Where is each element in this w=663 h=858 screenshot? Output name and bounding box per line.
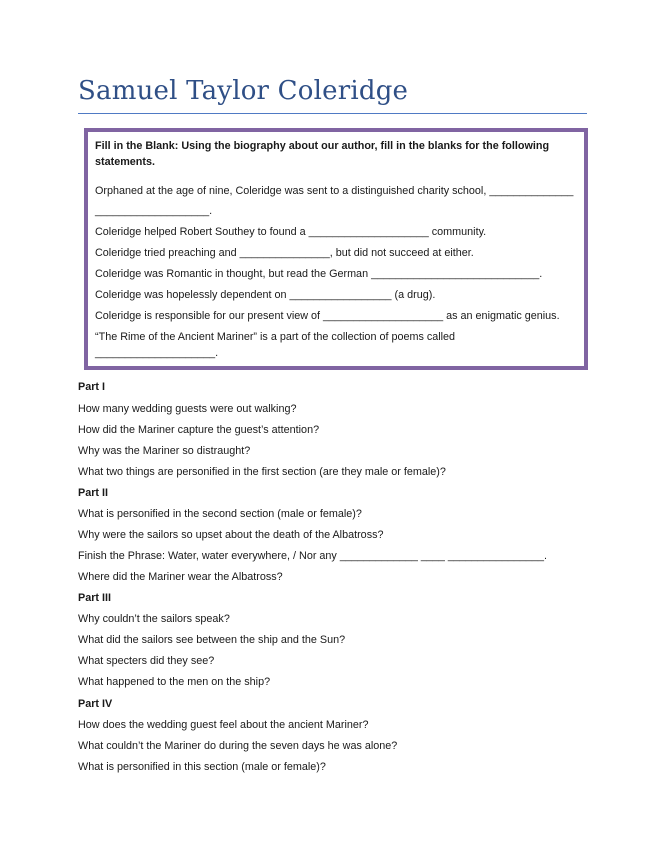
fill-in-item: “The Rime of the Ancient Mariner” is a part of the collection of poems called — [95, 331, 456, 343]
question: Why was the Mariner so distraught? — [78, 445, 251, 457]
question: What is personified in the second section (male or female)? — [78, 508, 362, 520]
question: Finish the Phrase: Water, water everywhere, / Nor any _____________ ____ ________________. — [78, 550, 547, 562]
fill-in-item: Coleridge was hopelessly dependent on _________________ (a drug). — [95, 289, 436, 301]
fill-in-instructions: Fill in the Blank: Using the biography about our author, fill in the blanks for the following — [95, 140, 550, 152]
part-heading: Part III — [78, 592, 112, 604]
question: What couldn’t the Mariner do during the seven days he was alone? — [78, 740, 398, 752]
question: How did the Mariner capture the guest’s attention? — [78, 424, 320, 436]
fill-in-item: Coleridge tried preaching and _______________, but did not succeed at either. — [95, 247, 474, 259]
question: What is personified in this section (male or female)? — [78, 761, 326, 773]
fill-in-item: Coleridge was Romantic in thought, but read the German ____________________________. — [95, 268, 543, 280]
question: How many wedding guests were out walking? — [78, 403, 297, 415]
page-title: Samuel Taylor Coleridge — [78, 76, 409, 106]
title-underline — [78, 113, 587, 114]
question: Why couldn’t the sailors speak? — [78, 613, 230, 625]
question: Why were the sailors so upset about the death of the Albatross? — [78, 529, 384, 541]
fill-in-item: Coleridge is responsible for our present view of ____________________ as an enigmatic genius. — [95, 310, 560, 322]
question: What did the sailors see between the ship and the Sun? — [78, 634, 346, 646]
fill-in-item: Coleridge helped Robert Southey to found a ____________________ community. — [95, 226, 487, 238]
fill-in-instructions: statements. — [95, 156, 156, 168]
question: What two things are personified in the first section (are they male or female)? — [78, 466, 446, 478]
fill-in-item: ___________________. — [95, 205, 213, 217]
fill-in-item: Orphaned at the age of nine, Coleridge was sent to a distinguished charity school, ______________ — [95, 185, 574, 197]
part-heading: Part IV — [78, 698, 113, 710]
question: What specters did they see? — [78, 655, 215, 667]
question: Where did the Mariner wear the Albatross? — [78, 571, 283, 583]
part-heading: Part II — [78, 487, 109, 499]
question: What happened to the men on the ship? — [78, 676, 271, 688]
question: How does the wedding guest feel about the ancient Mariner? — [78, 719, 369, 731]
fill-in-item: ____________________. — [95, 347, 219, 359]
part-heading: Part I — [78, 381, 106, 393]
